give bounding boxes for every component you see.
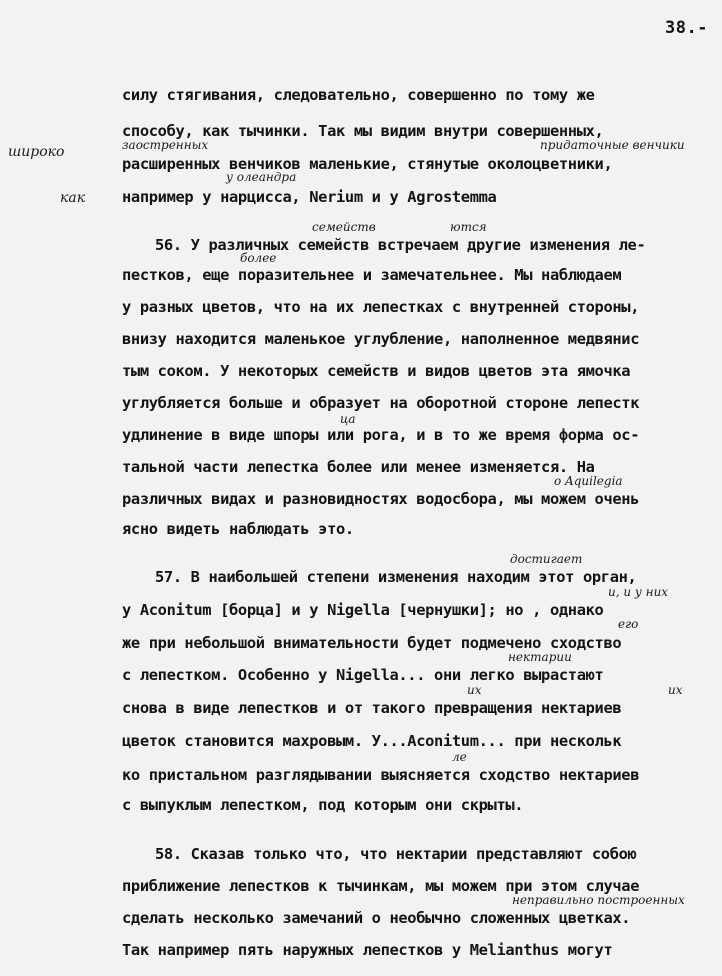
handwritten-correction: неправильно построенных — [512, 893, 685, 907]
text-line-9: тым соком. У некоторых семейств и видов цветов эта ямочка — [122, 362, 631, 380]
handwritten-correction: семейств — [312, 220, 376, 234]
text-line-6: пестков, еще поразительнее и замечательнее. Мы наблюдаем — [122, 266, 622, 284]
text-line-25: сделать несколько замечаний о необычно сложенных цветках. — [122, 909, 631, 927]
handwritten-correction: и, и у них — [608, 585, 669, 599]
text-line-22: с выпуклым лепестком, под которым они скрыты. — [122, 796, 524, 814]
handwritten-correction: нектарии — [508, 650, 572, 664]
handwritten-correction: o Aquilegia — [554, 474, 623, 488]
text-line-4: например у нарцисса, Nerium и у Agrostemma — [122, 188, 497, 206]
text-line-13: различных видах и разновидностях водосбора, мы можем очень — [122, 490, 640, 508]
handwritten-correction: их — [668, 683, 683, 697]
text-line-2: способу, как тычинки. Так мы видим внутри совершенных, — [122, 122, 604, 140]
handwritten-correction: его — [618, 617, 639, 631]
text-line-1: силу стягивания, следовательно, совершенно по тому же — [122, 86, 595, 104]
handwritten-correction: ца — [340, 412, 356, 426]
text-line-15: 57. В наибольшей степени изменения находим этот орган, — [155, 568, 637, 586]
text-line-19: снова в виде лепестков и от такого превращения нектариев — [122, 699, 622, 717]
text-line-3: расширенных венчиков маленькие, стянутые околоцветники, — [122, 155, 613, 173]
text-line-21: ко пристальном разглядывании выясняется сходство нектариев — [122, 766, 640, 784]
text-line-11: удлинение в виде шпоры или рога, и в то же время форма ос- — [122, 426, 640, 444]
text-line-24: приближение лепестков к тычинкам, мы можем при этом случае — [122, 877, 640, 895]
handwritten-correction: ются — [450, 220, 487, 234]
text-line-7: у разных цветов, что на их лепестках с внутренней стороны, — [122, 298, 640, 316]
handwritten-correction: достигает — [510, 552, 583, 566]
handwritten-correction: заостренных — [122, 138, 209, 152]
text-line-18: с лепестком. Особенно у Nigella... они легко вырастают — [122, 666, 604, 684]
page-number: 38.- — [665, 18, 708, 38]
margin-note-1: широко — [8, 144, 65, 160]
text-line-8: внизу находится маленькое углубление, наполненное медвянис — [122, 330, 640, 348]
margin-note-2: как — [60, 190, 86, 206]
text-line-16: у Aconitum [борца] и у Nigella [чернушки]; но , однако — [122, 601, 604, 619]
text-line-5: 56. У различных семейств встречаем другие изменения ле- — [155, 236, 646, 254]
text-line-12: тальной части лепестка более или менее изменяется. На — [122, 458, 595, 476]
handwritten-correction: у олеандра — [226, 170, 297, 184]
text-line-23: 58. Сказав только что, что нектарии представляют собою — [155, 845, 637, 863]
handwritten-correction: придаточные венчики — [540, 138, 685, 152]
text-line-17: же при небольшой внимательности будет подмечено сходство — [122, 634, 622, 652]
text-line-26: Так например пять наружных лепестков у Melianthus могут — [122, 941, 613, 959]
text-line-20: цветок становится махровым. У...Aconitum... при нескольк — [122, 732, 622, 750]
handwritten-correction: их — [467, 683, 482, 697]
text-line-14: ясно видеть наблюдать это. — [122, 520, 354, 538]
handwritten-correction: более — [240, 251, 277, 265]
text-line-10: углубляется больше и образует на оборотной стороне лепестк — [122, 394, 640, 412]
handwritten-correction: ле — [452, 750, 467, 764]
